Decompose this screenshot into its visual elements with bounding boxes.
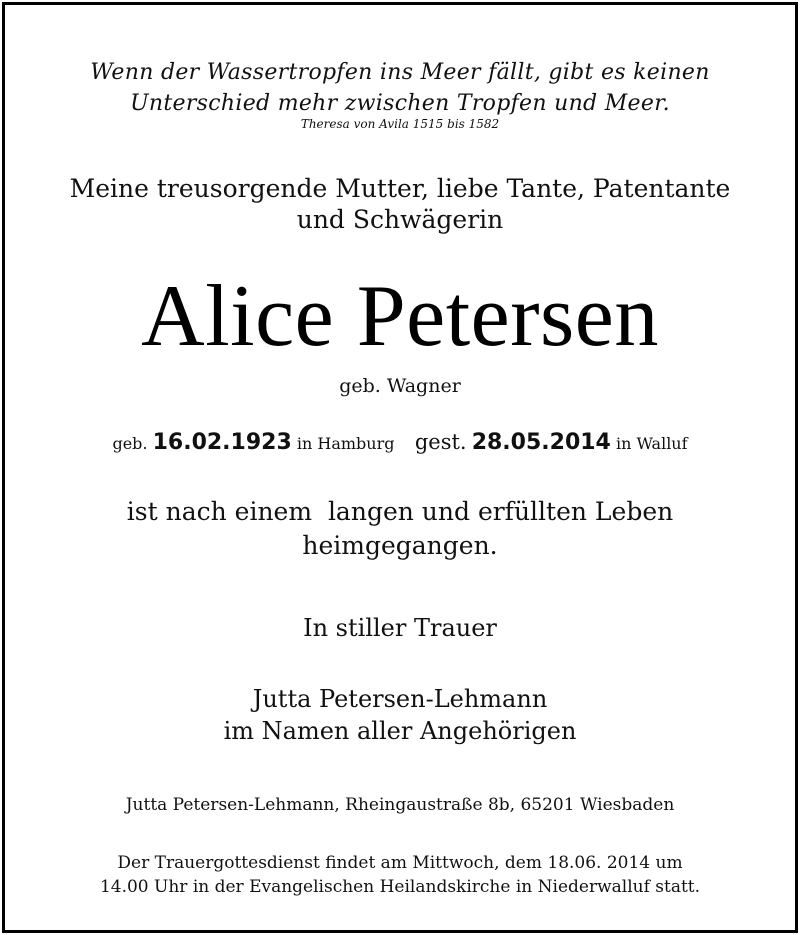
quote-line-1: Wenn der Wassertropfen ins Meer fällt, gibt es keinen <box>90 60 710 85</box>
born-label: geb. <box>112 434 148 453</box>
family-signature <box>5 683 795 747</box>
funeral-service-info <box>5 851 795 899</box>
died-label: gest. <box>414 430 467 454</box>
service-line-2: 14.00 Uhr in der Evangelischen Heilandskirche in Niederwalluf statt. <box>99 877 701 897</box>
born-place: in Hamburg <box>296 434 395 453</box>
obituary-notice <box>2 2 798 933</box>
quote-line-2: Unterschied mehr zwischen Tropfen und Meer. <box>130 91 670 116</box>
intro-line-2: und Schwägerin <box>296 205 504 234</box>
life-dates <box>5 430 795 455</box>
passing-text <box>5 495 795 563</box>
mourning-text: In stiller Trauer <box>303 614 497 642</box>
family-line-1: Jutta Petersen-Lehmann <box>252 685 548 713</box>
died-place: in Walluf <box>615 434 688 453</box>
passing-line-2: heimgegangen. <box>302 531 498 560</box>
family-line-2: im Namen aller Angehörigen <box>223 717 577 745</box>
deceased-name: Alice Petersen <box>141 268 659 365</box>
died-date: 28.05.2014 <box>471 430 611 455</box>
maiden-name: geb. Wagner <box>339 375 461 397</box>
intro-text <box>5 173 795 235</box>
service-line-1: Der Trauergottesdienst findet am Mittwoch, dem 18.06. 2014 um <box>117 853 683 873</box>
contact-address: Jutta Petersen-Lehmann, Rheingaustraße 8b, 65201 Wiesbaden <box>125 795 675 815</box>
passing-line-1: ist nach einem langen und erfüllten Leben <box>126 497 674 526</box>
intro-line-1: Meine treusorgende Mutter, liebe Tante, Patentante <box>69 174 731 203</box>
quote-source: Theresa von Avila 1515 bis 1582 <box>300 117 500 131</box>
quote <box>5 57 795 119</box>
born-date: 16.02.1923 <box>152 430 292 455</box>
